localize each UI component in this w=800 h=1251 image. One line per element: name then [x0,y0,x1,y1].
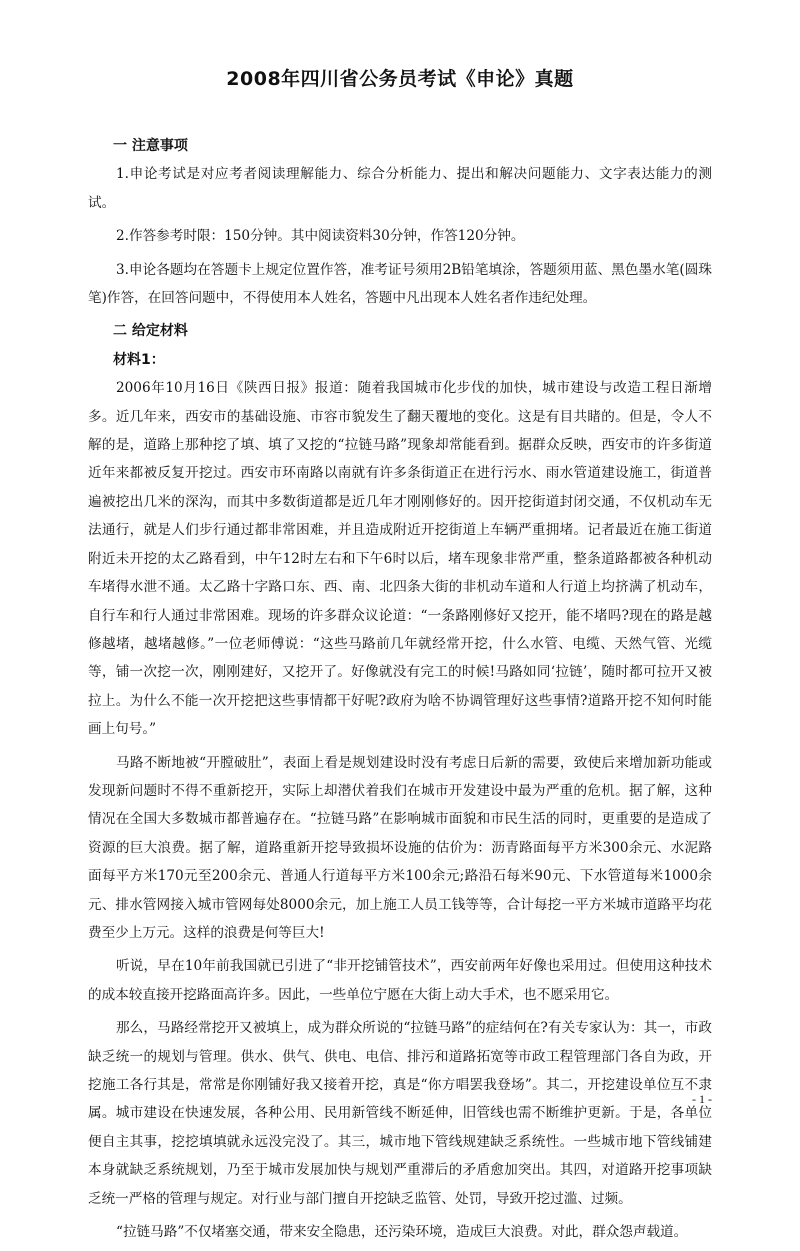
paragraph-5: “拉链马路”不仅堵塞交通，带来安全隐患，还污染环境，造成巨大浪费。对此，群众怨声载道。 [116,1224,688,1241]
material-heading: 材料1： [113,351,165,368]
section-heading-materials: 二 给定材料 [113,323,188,340]
note-3: 3.申论各题均在答题卡上规定位置作答，准考证号须用2B铅笔填涂，答题须用蓝、黑色墨水笔(圆珠笔)作答，在回答问题中，不得使用本人姓名，答题中凡出现本人姓名者作违纪处理。 [88,261,712,307]
section-heading-notes: 一 注意事项 [113,138,188,154]
note-2: 2.作答参考时限：150分钟。其中阅读资料30分钟，作答120分钟。 [116,228,525,245]
paragraph-2: 马路不断地被“开膛破肚”，表面上看是规划建设时没有考虑日后新的需要，致使后来增加新功能或发现新问题时不得不重新挖开，实际上却潜伏着我们在城市开发建设中最为严重的危机。据了解，这种情况在全国大多数城市都普遍存在。“拉链马路”在影响城市面貌和市民生活的同时，更重要的是造成了资源的巨大浪费。据了解，道路重新开挖导致损坏设施的估价为：沥青路面每平方米300余元、水泥路面每平方米170元至200余元、普通人行道每平方米100余元;路沿石每米90元、下水管道每米1000余元、排水管网接入城市管网每处8000余元，加上施工人员工钱等等，合计每挖一平方米城市道路平均花费至少上万元。这样的浪费是何等巨大! [88,754,712,941]
page-title: 2008年四川省公务员考试《申论》真题 [226,68,574,90]
note-1: 1.申论考试是对应考者阅读理解能力、综合分析能力、提出和解决问题能力、文字表达能力的测试。 [88,166,712,211]
page-number: - 1 - [692,1092,712,1106]
paragraph-4: 那么，马路经常挖开又被填上，成为群众所说的“拉链马路”的症结何在?有关专家认为：其一，市政缺乏统一的规划与管理。供水、供气、供电、电信、排污和道路拓宽等市政工程管理部门各自为政，开挖施工各行其是，常常是你刚铺好我又接着开挖，真是“你方唱罢我登场”。其二，开挖建设单位互不隶属。城市建设在快速发展，各种公用、民用新管线不断延伸，旧管线也需不断维护更新。于是，各单位便自主其事，挖挖填填就永远没完没了。其三，城市地下管线规建缺乏系统性。一些城市地下管线铺建本身就缺乏系统规划，乃至于城市发展加快与规划严重滞后的矛盾愈加突出。其四，对道路开挖事项缺乏统一严格的管理与规定。对行业与部门擅自开挖缺乏监管、处罚，导致开挖过滥、过频。 [88,1020,712,1207]
paragraph-3: 听说，早在10年前我国就已引进了“非开挖铺管技术”，西安前两年好像也采用过。但使用这种技术的成本较直接开挖路面高许多。因此，一些单位宁愿在大街上动大手术，也不愿采用它。 [88,958,712,1003]
paragraph-1: 2006年10月16日《陕西日报》报道：随着我国城市化步伐的加快，城市建设与改造工程日渐增多。近几年来，西安市的基础设施、市容市貌发生了翻天覆地的变化。这是有目共睹的。但是，令人不解的是，道路上那种挖了填、填了又挖的“拉链马路”现象却常能看到。据群众反映，西安市的许多街道近年来都被反复开挖过。西安市环南路以南就有许多条街道正在进行污水、雨水管道建设施工，街道普遍被挖出几米的深沟，而其中多数街道都是近几年才刚刚修好的。因开挖街道封闭交通，不仅机动车无法通行，就是人们步行通过都非常困难，并且造成附近开挖街道上车辆严重拥堵。记者最近在施工街道附近未开挖的太乙路看到，中午12时左右和下午6时以后，堵车现象非常严重，整条道路都被各种机动车堵得水泄不通。太乙路十字路口东、西、南、北四条大街的非机动车道和人行道上均挤满了机动车，自行车和行人通过非常困难。现场的许多群众议论道：“一条路刚修好又挖开，能不堵吗?现在的路是越修越堵，越堵越修。”一位老师傅说：“这些马路前几年就经常开挖，什么水管、电缆、天然气管、光缆等，铺一次挖一次，刚刚建好，又挖开了。好像就没有完工的时候!马路如同‘拉链’，随时都可拉开又被拉上。为什么不能一次开挖把这些事情都干好呢?政府为啥不协调管理好这些事情?道路开挖不知何时能画上句号。” [88,380,712,738]
document-body [88,132,712,1251]
